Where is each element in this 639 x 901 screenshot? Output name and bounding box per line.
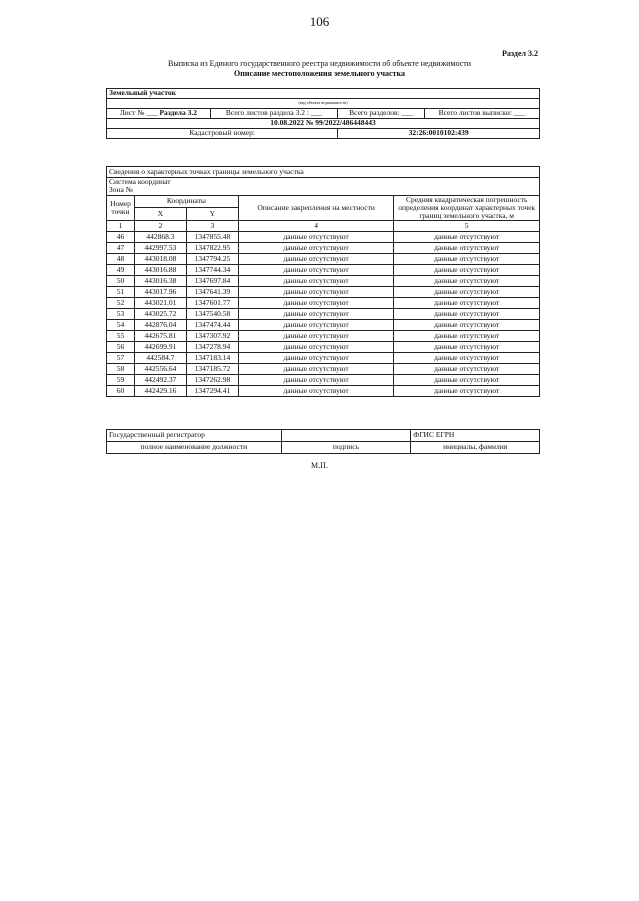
x-coordinate-cell: 442556.64 bbox=[134, 364, 186, 375]
table-row bbox=[107, 287, 540, 298]
page-number: 106 bbox=[309, 14, 330, 29]
y-coordinate-cell: 1347601.77 bbox=[186, 298, 238, 309]
error-cell: данные отсутствуют bbox=[394, 287, 540, 298]
cadastral-number: 32:26:0010102:439 bbox=[338, 129, 540, 139]
table-row bbox=[107, 276, 540, 287]
signature-table bbox=[106, 429, 540, 454]
table-row bbox=[107, 298, 540, 309]
description-cell: данные отсутствуют bbox=[238, 298, 394, 309]
fgis-label: ФГИС ЕГРН bbox=[411, 430, 540, 442]
point-number-cell: 49 bbox=[107, 265, 135, 276]
zone-label: Зона № bbox=[109, 185, 133, 195]
description-cell: данные отсутствуют bbox=[238, 254, 394, 265]
col-num-2: 2 bbox=[134, 221, 186, 232]
description-cell: данные отсутствуют bbox=[238, 276, 394, 287]
total-sheets-section: Всего листов раздела 3.2 : ___ bbox=[210, 109, 338, 119]
description-cell: данные отсутствуют bbox=[238, 243, 394, 254]
table-row bbox=[107, 243, 540, 254]
description-cell: данные отсутствуют bbox=[238, 320, 394, 331]
description-cell: данные отсутствуют bbox=[238, 287, 394, 298]
x-coordinate-cell: 442584.7 bbox=[134, 353, 186, 364]
point-number-cell: 56 bbox=[107, 342, 135, 353]
col-coords-header: Координаты bbox=[134, 195, 238, 208]
signature-caption: подпись bbox=[281, 442, 411, 454]
section-number: Раздела 3.2 bbox=[159, 108, 198, 118]
table-row bbox=[107, 386, 540, 397]
points-section-title: Сведения о характерных точках границы земельного участка bbox=[107, 167, 540, 178]
x-coordinate-cell: 443025.72 bbox=[134, 309, 186, 320]
sheet-label bbox=[107, 109, 211, 119]
y-coordinate-cell: 1347307.92 bbox=[186, 331, 238, 342]
object-type-caption: (вид объекта недвижимости) bbox=[107, 99, 540, 109]
y-coordinate-cell: 1347641.39 bbox=[186, 287, 238, 298]
y-coordinate-cell: 1347697.84 bbox=[186, 276, 238, 287]
error-cell: данные отсутствуют bbox=[394, 331, 540, 342]
description-cell: данные отсутствуют bbox=[238, 353, 394, 364]
cadastral-label: Кадастровый номер: bbox=[107, 129, 338, 139]
y-coordinate-cell: 1347474.44 bbox=[186, 320, 238, 331]
y-coordinate-cell: 1347185.72 bbox=[186, 364, 238, 375]
y-coordinate-cell: 1347540.58 bbox=[186, 309, 238, 320]
coord-system-label: Система координат bbox=[109, 177, 171, 186]
position-caption: полное наименование должности bbox=[107, 442, 282, 454]
error-cell: данные отсутствуют bbox=[394, 375, 540, 386]
col-num-3: 3 bbox=[186, 221, 238, 232]
error-cell: данные отсутствуют bbox=[394, 342, 540, 353]
y-coordinate-cell: 1347262.98 bbox=[186, 375, 238, 386]
table-row bbox=[107, 265, 540, 276]
point-number-cell: 58 bbox=[107, 364, 135, 375]
y-coordinate-cell: 1347294.41 bbox=[186, 386, 238, 397]
table-row bbox=[107, 254, 540, 265]
x-coordinate-cell: 442876.04 bbox=[134, 320, 186, 331]
initials-caption: инициалы, фамилия bbox=[411, 442, 540, 454]
total-sections: Всего разделов: ___ bbox=[338, 109, 424, 119]
col-num-4: 4 bbox=[238, 221, 394, 232]
y-coordinate-cell: 1347183.14 bbox=[186, 353, 238, 364]
x-coordinate-cell: 442675.81 bbox=[134, 331, 186, 342]
point-number-cell: 48 bbox=[107, 254, 135, 265]
description-cell: данные отсутствуют bbox=[238, 342, 394, 353]
col-y-header: Y bbox=[186, 208, 238, 221]
point-number-cell: 54 bbox=[107, 320, 135, 331]
col-error-header: Средняя квадратическая погрешность определения координат характерных точек границ земельного участка, м bbox=[394, 195, 540, 221]
description-cell: данные отсутствуют bbox=[238, 309, 394, 320]
x-coordinate-cell: 442997.53 bbox=[134, 243, 186, 254]
error-cell: данные отсутствуют bbox=[394, 265, 540, 276]
error-cell: данные отсутствуют bbox=[394, 386, 540, 397]
y-coordinate-cell: 1347794.25 bbox=[186, 254, 238, 265]
point-number-cell: 47 bbox=[107, 243, 135, 254]
document-title: Выписка из Единого государственного реестра недвижимости об объекте недвижимости bbox=[168, 59, 471, 68]
table-row bbox=[107, 353, 540, 364]
registrar-label: Государственный регистратор bbox=[107, 430, 282, 442]
x-coordinate-cell: 443016.38 bbox=[134, 276, 186, 287]
total-sheets-extract: Всего листов выписки: ___ bbox=[424, 109, 539, 119]
description-cell: данные отсутствуют bbox=[238, 265, 394, 276]
col-point-header: Номер точки bbox=[107, 195, 135, 221]
point-number-cell: 57 bbox=[107, 353, 135, 364]
x-coordinate-cell: 442699.91 bbox=[134, 342, 186, 353]
x-coordinate-cell: 443016.88 bbox=[134, 265, 186, 276]
table-row bbox=[107, 342, 540, 353]
point-number-cell: 50 bbox=[107, 276, 135, 287]
table-row bbox=[107, 232, 540, 243]
sheet-number: Лист № ___ bbox=[119, 108, 158, 118]
error-cell: данные отсутствуют bbox=[394, 254, 540, 265]
point-number-cell: 59 bbox=[107, 375, 135, 386]
error-cell: данные отсутствуют bbox=[394, 232, 540, 243]
point-number-cell: 46 bbox=[107, 232, 135, 243]
x-coordinate-cell: 443017.96 bbox=[134, 287, 186, 298]
table-row bbox=[107, 375, 540, 386]
date-number: 10.08.2022 № 99/2022/486448443 bbox=[107, 119, 540, 129]
points-table bbox=[106, 166, 540, 397]
error-cell: данные отсутствуют bbox=[394, 364, 540, 375]
y-coordinate-cell: 1347744.34 bbox=[186, 265, 238, 276]
error-cell: данные отсутствуют bbox=[394, 309, 540, 320]
col-num-5: 5 bbox=[394, 221, 540, 232]
point-number-cell: 60 bbox=[107, 386, 135, 397]
col-desc-header: Описание закрепления на местности bbox=[238, 195, 394, 221]
error-cell: данные отсутствуют bbox=[394, 353, 540, 364]
error-cell: данные отсутствуют bbox=[394, 276, 540, 287]
description-cell: данные отсутствуют bbox=[238, 386, 394, 397]
x-coordinate-cell: 442492.37 bbox=[134, 375, 186, 386]
error-cell: данные отсутствуют bbox=[394, 320, 540, 331]
col-x-header: X bbox=[134, 208, 186, 221]
document-subtitle: Описание местоположения земельного участка bbox=[234, 69, 405, 78]
description-cell: данные отсутствуют bbox=[238, 364, 394, 375]
point-number-cell: 55 bbox=[107, 331, 135, 342]
header-table bbox=[106, 88, 540, 139]
table-row bbox=[107, 364, 540, 375]
y-coordinate-cell: 1347855.48 bbox=[186, 232, 238, 243]
y-coordinate-cell: 1347278.94 bbox=[186, 342, 238, 353]
coord-system bbox=[107, 178, 540, 196]
y-coordinate-cell: 1347822.95 bbox=[186, 243, 238, 254]
description-cell: данные отсутствуют bbox=[238, 331, 394, 342]
points-body bbox=[107, 232, 540, 397]
error-cell: данные отсутствуют bbox=[394, 298, 540, 309]
table-row bbox=[107, 309, 540, 320]
col-num-1: 1 bbox=[107, 221, 135, 232]
error-cell: данные отсутствуют bbox=[394, 243, 540, 254]
x-coordinate-cell: 442868.3 bbox=[134, 232, 186, 243]
description-cell: данные отсутствуют bbox=[238, 232, 394, 243]
table-row bbox=[107, 331, 540, 342]
section-label: Раздел 3.2 bbox=[501, 49, 538, 58]
stamp-label: М.П. bbox=[311, 461, 328, 470]
point-number-cell: 53 bbox=[107, 309, 135, 320]
point-number-cell: 51 bbox=[107, 287, 135, 298]
table-row bbox=[107, 320, 540, 331]
x-coordinate-cell: 443018.08 bbox=[134, 254, 186, 265]
object-type: Земельный участок bbox=[107, 89, 540, 99]
x-coordinate-cell: 442429.16 bbox=[134, 386, 186, 397]
point-number-cell: 52 bbox=[107, 298, 135, 309]
signature-cell bbox=[281, 430, 411, 442]
x-coordinate-cell: 443021.01 bbox=[134, 298, 186, 309]
description-cell: данные отсутствуют bbox=[238, 375, 394, 386]
